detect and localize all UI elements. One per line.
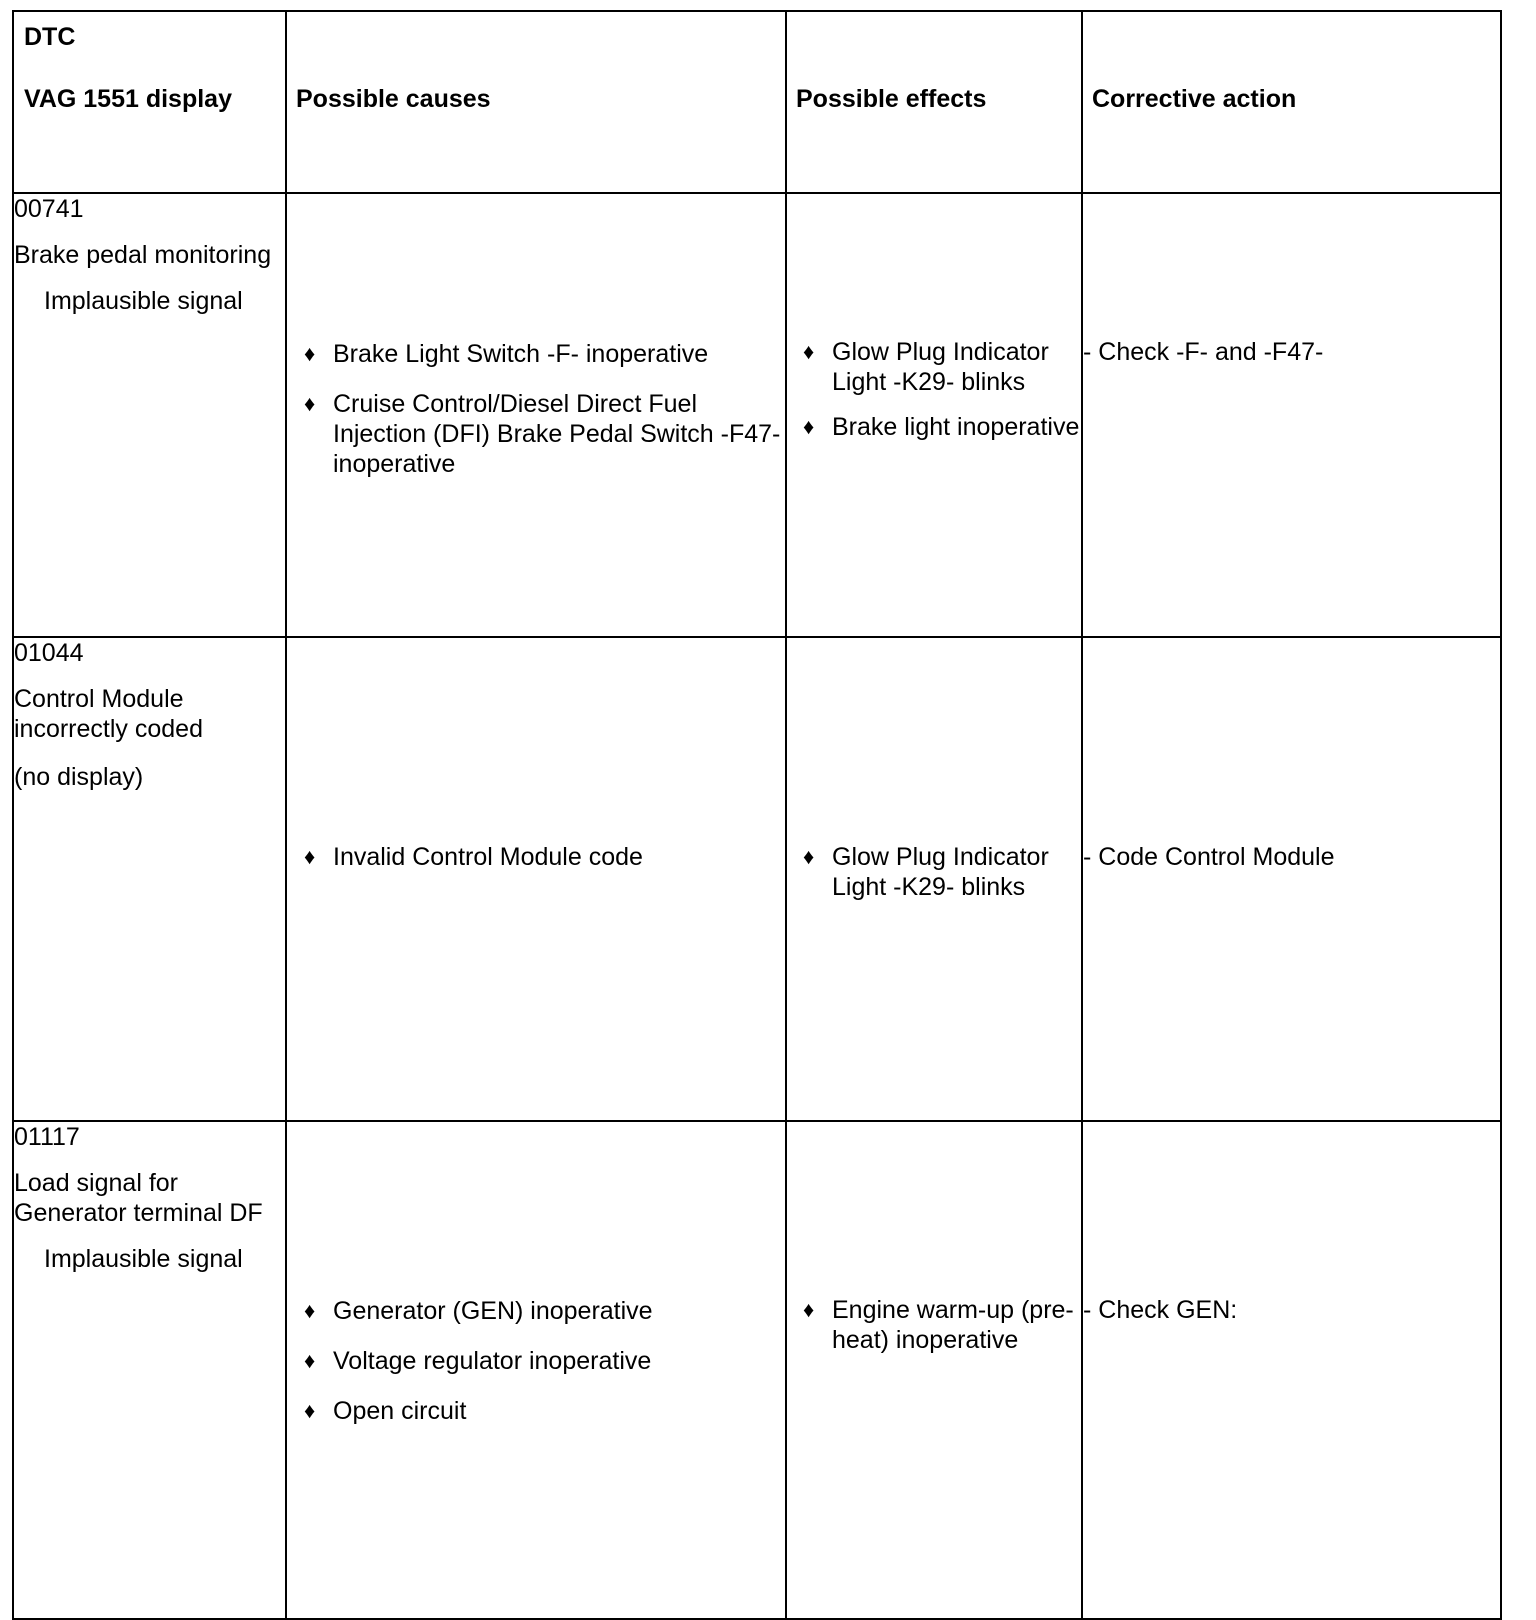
action-cell <box>1082 637 1501 1121</box>
list-item: ♦ Invalid Control Module code <box>304 843 643 871</box>
diamond-bullet-icon: ♦ <box>803 844 815 869</box>
list-item: ♦ Brake light inoperative <box>803 413 1080 441</box>
dtc-table <box>12 10 1502 1620</box>
dtc-code: 00741 <box>14 195 84 223</box>
corrective-action: - Code Control Module <box>1083 843 1335 871</box>
table-row <box>13 637 1501 1121</box>
dtc-code: 01044 <box>14 639 84 667</box>
header-action: Corrective action <box>1082 11 1501 193</box>
dtc-cell <box>13 637 286 1121</box>
table-header-row <box>13 11 1501 193</box>
list-item: ♦ Engine warm-up (pre-heat) inoperative <box>803 1296 1074 1354</box>
dtc-code: 01117 <box>14 1123 80 1151</box>
dtc-description: Control Module incorrectly coded <box>14 685 203 743</box>
list-item: ♦ Generator (GEN) inoperative <box>304 1297 653 1325</box>
diamond-bullet-icon: ♦ <box>803 414 815 439</box>
table-row <box>13 1121 1501 1619</box>
effects-cell <box>786 1121 1082 1619</box>
diamond-bullet-icon: ♦ <box>304 391 316 416</box>
dtc-detail: (no display) <box>14 763 144 791</box>
header-dtc-line2: VAG 1551 display <box>24 85 232 113</box>
effects-cell <box>786 637 1082 1121</box>
action-cell <box>1082 193 1501 637</box>
dtc-detail: Implausible signal <box>44 287 243 315</box>
diamond-bullet-icon: ♦ <box>304 341 316 366</box>
list-item: ♦ Brake Light Switch -F- inoperative <box>304 340 709 368</box>
header-causes: Possible causes <box>286 11 786 193</box>
causes-cell <box>286 1121 786 1619</box>
list-item: ♦ Open circuit <box>304 1397 467 1425</box>
dtc-cell <box>13 193 286 637</box>
list-item: ♦ Glow Plug Indicator Light -K29- blinks <box>803 843 1049 901</box>
diamond-bullet-icon: ♦ <box>803 1297 815 1322</box>
diamond-bullet-icon: ♦ <box>803 339 815 364</box>
dtc-detail: Implausible signal <box>44 1245 243 1273</box>
dtc-description: Load signal for Generator terminal DF <box>14 1169 263 1227</box>
action-cell <box>1082 1121 1501 1619</box>
table-row <box>13 193 1501 637</box>
dtc-cell <box>13 1121 286 1619</box>
header-dtc-line1: DTC <box>24 23 76 51</box>
header-dtc <box>13 11 286 193</box>
effects-cell <box>786 193 1082 637</box>
list-item: ♦ Voltage regulator inoperative <box>304 1347 652 1375</box>
list-item: ♦ Cruise Control/Diesel Direct Fuel Injection (DFI) Brake Pedal Switch -F47- inoperative <box>304 390 781 478</box>
causes-cell <box>286 193 786 637</box>
diamond-bullet-icon: ♦ <box>304 1398 316 1423</box>
header-effects: Possible effects <box>786 11 1082 193</box>
causes-cell <box>286 637 786 1121</box>
diamond-bullet-icon: ♦ <box>304 1298 316 1323</box>
dtc-description: Brake pedal monitoring <box>14 241 272 269</box>
list-item: ♦ Glow Plug Indicator Light -K29- blinks <box>803 338 1049 396</box>
diamond-bullet-icon: ♦ <box>304 1348 316 1373</box>
corrective-action: - Check -F- and -F47- <box>1083 338 1324 366</box>
diamond-bullet-icon: ♦ <box>304 844 316 869</box>
corrective-action: - Check GEN: <box>1083 1296 1238 1324</box>
